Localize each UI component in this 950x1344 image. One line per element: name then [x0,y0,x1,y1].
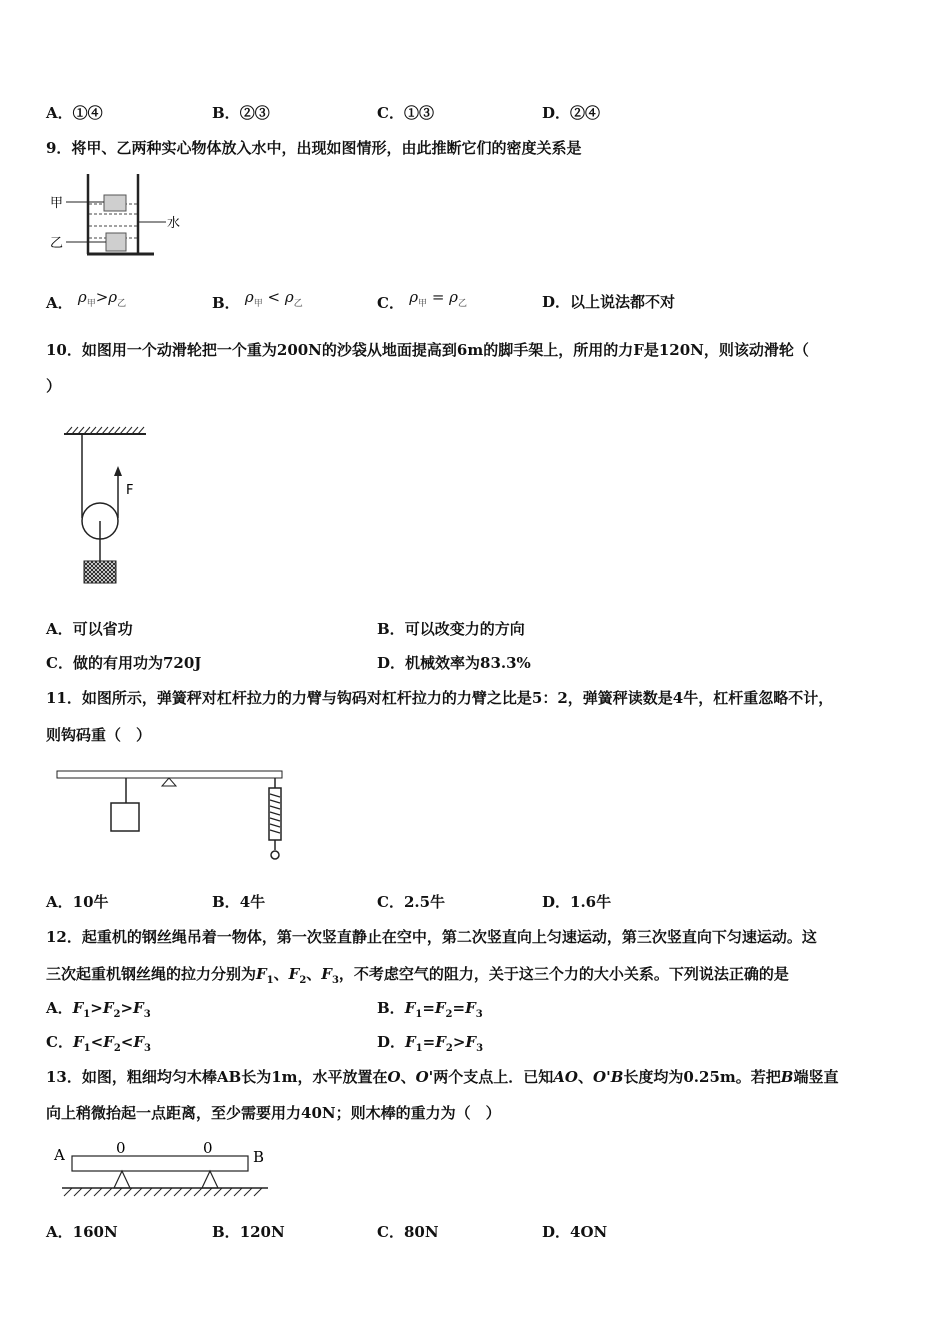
label-o2: 0 [203,1139,213,1157]
rho-expression: $\rho_甲 < \rho_乙$ [244,288,303,309]
object-jia [104,195,126,211]
q13-stem-line1: 13．如图，粗细均匀木棒AB长为1m，水平放置在O、O'两个支点上．已知AO、O'B长度均为0.25m。若把B端竖直 [46,1068,839,1086]
q10-option-d[interactable]: D．机械效率为83.3% [377,654,531,672]
q9-stem: 9．将甲、乙两种实心物体放入水中，出现如图情形，由此推断它们的密度关系是 [46,139,582,157]
wooden-rod [72,1156,248,1171]
q12-option-b[interactable]: B．$F_1=F_2=F_3$ [377,999,483,1020]
q11-option-b[interactable]: B．4牛 [212,893,266,911]
label-water: 水 [167,216,181,231]
q12-stem-line2: 三次起重机钢丝绳的拉力分别为$F_1$、$F_2$、$F_3$，不考虑空气的阻力，关于这三个力的大小关系。下列说法正确的是 [46,965,789,986]
label-a: A [54,1146,65,1164]
q10-option-c[interactable]: C．做的有用功为720J [46,654,202,672]
q11-option-d[interactable]: D．1.6牛 [542,893,612,911]
q11-stem-line2: 则钩码重（ ） [46,726,152,744]
q11-figure-lever [56,768,291,868]
sandbag [84,561,116,583]
q12-option-a[interactable]: A．$F_1>F_2>F_3$ [46,999,151,1020]
q12-stem-line1: 12．起重机的钢丝绳吊着一物体，第一次竖直静止在空中，第二次竖直向上匀速运动，第三次竖直向下匀速运动。这 [46,928,817,946]
hook-weight [111,803,139,831]
q13-option-b[interactable]: B．120N [212,1223,285,1241]
q10-option-a[interactable]: A．可以省功 [46,620,133,638]
q12-option-d[interactable]: D．$F_1=F_2>F_3$ [377,1033,484,1054]
q10-option-b[interactable]: B．可以改变力的方向 [377,620,525,638]
q9-option-b[interactable]: B． $\rho_甲 < \rho_乙$ [212,288,303,312]
q10-figure-pulley [60,426,160,591]
label-b: B [253,1148,265,1166]
label-o1: 0 [116,1139,126,1157]
q13-stem-line2: 向上稍微抬起一点距离，至少需要用力40N；则木棒的重力为（ ） [46,1104,501,1122]
q9-option-d[interactable]: D．以上说法都不对 [542,293,676,311]
q9-figure-beaker [46,170,186,260]
q9-option-a[interactable]: A． $\rho_甲>\rho_乙$ [46,288,127,312]
q8-option-a[interactable]: A．①④ [46,104,103,122]
fulcrum [162,778,176,786]
object-yi [106,233,126,251]
lever-bar [57,771,282,778]
q8-option-d[interactable]: D．②④ [542,104,601,122]
q10-stem-line2: ） [46,377,62,395]
q9-option-c[interactable]: C． $\rho_甲 = \rho_乙$ [377,288,468,312]
label-jia: 甲 [50,196,64,211]
q13-option-a[interactable]: A．160N [46,1223,118,1241]
rho-expression: $\rho_甲 = \rho_乙$ [409,288,468,309]
support-o [114,1171,130,1188]
q13-option-d[interactable]: D．4ON [542,1223,608,1241]
force-label: F [126,483,134,498]
q13-figure-rod [50,1138,275,1203]
q11-option-a[interactable]: A．10牛 [46,893,109,911]
label-yi: 乙 [50,236,64,251]
q11-stem-line1: 11．如图所示，弹簧秤对杠杆拉力的力臂与钩码对杠杆拉力的力臂之比是5：2，弹簧秤读数是4牛，杠杆重忽略不计， [46,689,834,707]
rho-expression: $\rho_甲>\rho_乙$ [77,288,127,309]
q8-option-c[interactable]: C．①③ [377,104,434,122]
support-oprime [202,1171,218,1188]
q10-stem-line1: 10．如图用一个动滑轮把一个重为200N的沙袋从地面提高到6m的脚手架上，所用的力F是120N，则该动滑轮（ [46,341,809,359]
q13-option-c[interactable]: C．80N [377,1223,439,1241]
q12-option-c[interactable]: C．$F_1<F_2<F_3$ [46,1033,151,1054]
q8-option-b[interactable]: B．②③ [212,104,270,122]
q11-option-c[interactable]: C．2.5牛 [377,893,446,911]
